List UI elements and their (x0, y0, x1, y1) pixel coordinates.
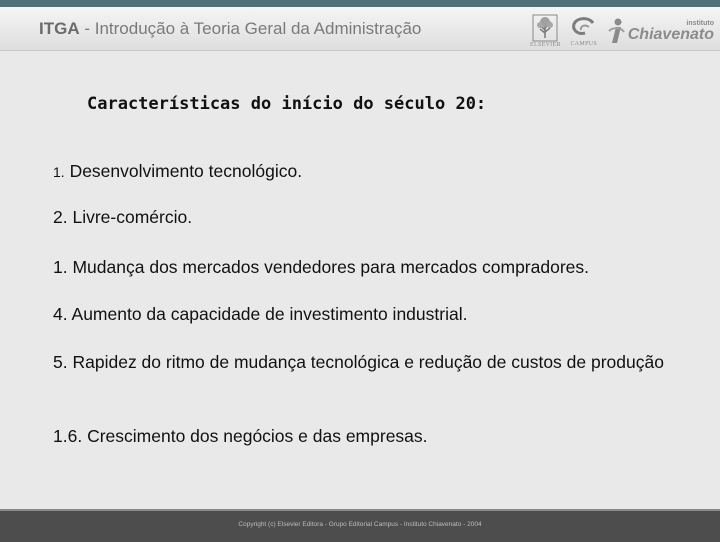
top-accent-bar (0, 0, 720, 7)
list-item-text: Mudança dos mercados vendedores para mercados compradores. (72, 257, 590, 277)
list-item-text: Livre-comércio. (72, 207, 193, 227)
header-subtitle: - Introdução à Teoria Geral da Administração (84, 19, 422, 38)
list-item-number: 1.6. (53, 426, 83, 446)
list-item-text: Desenvolvimento tecnológico. (69, 161, 303, 181)
chiavenato-small-label: instituto (686, 19, 714, 27)
elsevier-logo (530, 14, 561, 48)
chiavenato-name: Chiavenato (627, 25, 714, 43)
list-item-text: Aumento da capacidade de investimento industrial. (71, 304, 468, 324)
list-item-text: Crescimento dos negócios e das empresas. (87, 426, 428, 446)
slide-heading: Características do início do século 20: (87, 94, 487, 114)
campus-logo (569, 15, 599, 47)
list-item (53, 206, 691, 228)
list-item-text: Rapidez do ritmo de mudança tecnológica e redução de custos de produção (72, 352, 664, 372)
list-item-number: 2. (53, 207, 68, 227)
list-item (53, 256, 691, 278)
footer-copyright: Copyright (c) Elsevier Editora - Grupo Editorial Campus - Instituto Chiavenato - 2004 (238, 521, 482, 528)
slide-header (0, 7, 720, 51)
elsevier-tree-icon (532, 14, 558, 42)
chiavenato-logo (607, 17, 714, 45)
slide-footer (0, 509, 720, 542)
list-item (53, 303, 691, 325)
list-item-number: 5. (53, 352, 68, 372)
list-item-number: 4. (53, 304, 68, 324)
list-item (53, 351, 691, 373)
list-item (53, 425, 691, 447)
list-item (53, 160, 691, 183)
elsevier-label: ELSEVIER (530, 42, 561, 48)
campus-swirl-icon (569, 15, 599, 41)
publisher-logos (530, 12, 714, 50)
header-title (39, 19, 421, 39)
list-item-number: 1. (53, 164, 65, 180)
chiavenato-emblem-icon (607, 17, 625, 45)
campus-label: CAMPUS (570, 41, 597, 47)
header-itga: ITGA (39, 19, 80, 38)
list-item-number: 1. (53, 257, 68, 277)
